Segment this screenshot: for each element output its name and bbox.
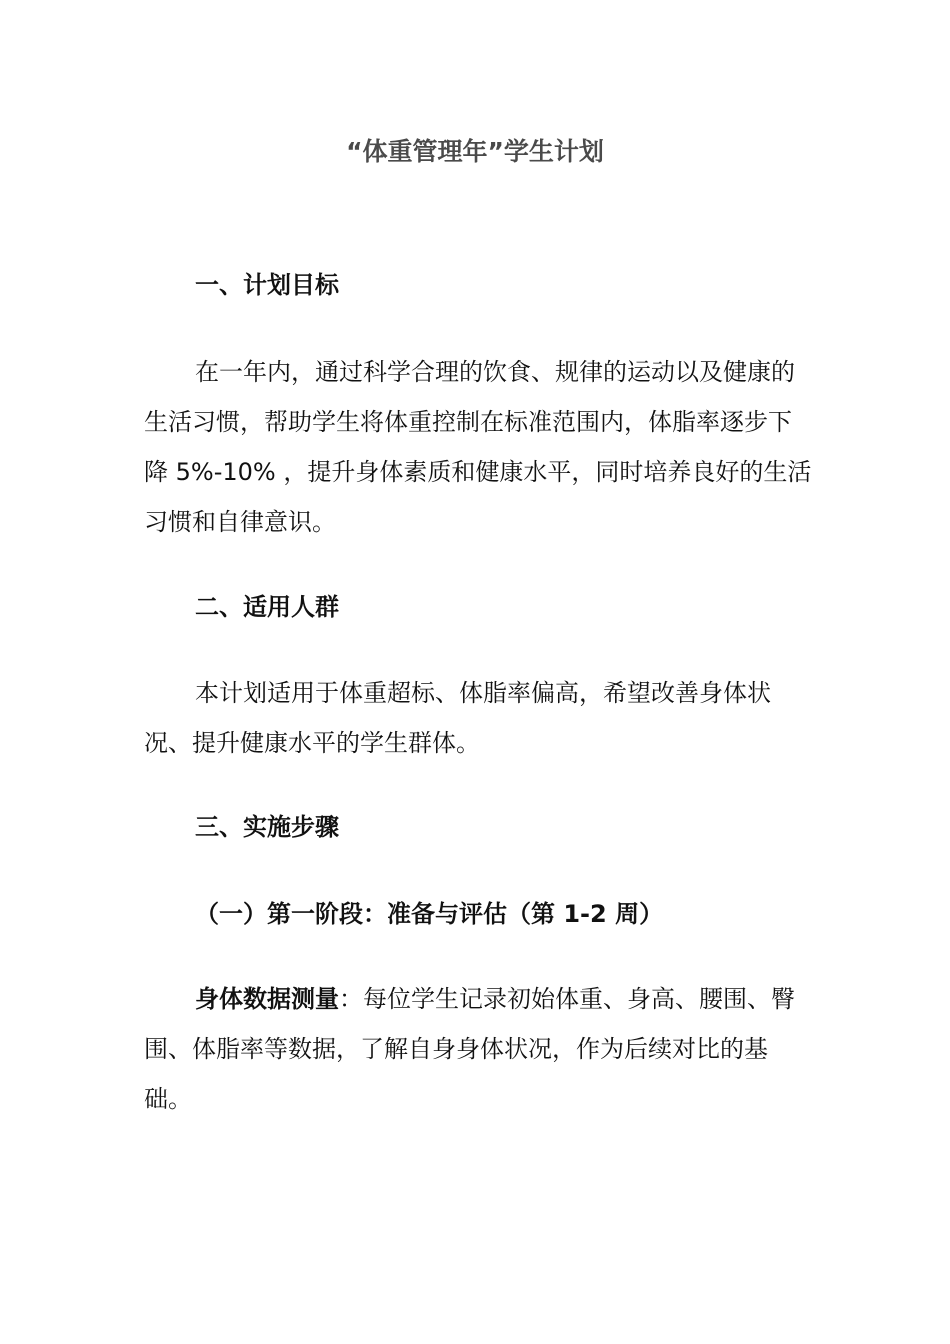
section-heading-steps: 三、实施步骤 bbox=[195, 813, 339, 841]
document-title: “体重管理年”学生计划 bbox=[346, 137, 604, 166]
section-heading-goals: 一、计划目标 bbox=[195, 271, 339, 299]
item-lead-label: 身体数据测量 bbox=[195, 985, 339, 1013]
section-paragraph-goals: 在一年内，通过科学合理的饮食、规律的运动以及健康的生活习惯，帮助学生将体重控制在标准范围内，体脂率逐步下降 5%-10% ，提升身体素质和健康水平，同时培养良好的生活习惯和自律意识。 bbox=[144, 358, 812, 536]
item-text: ：每位学生记录初始体重、身高、腰围、臀围、体脂率等数据，了解自身身体状况，作为后续对比的基础。 bbox=[144, 985, 795, 1113]
list-item-body-measurement bbox=[144, 974, 814, 1124]
section-heading-audience: 二、适用人群 bbox=[195, 593, 339, 621]
section-paragraph-audience: 本计划适用于体重超标、体脂率偏高，希望改善身体状况、提升健康水平的学生群体。 bbox=[144, 679, 771, 757]
subsection-heading-phase-one: （一）第一阶段：准备与评估（第 1-2 周） bbox=[195, 900, 664, 928]
